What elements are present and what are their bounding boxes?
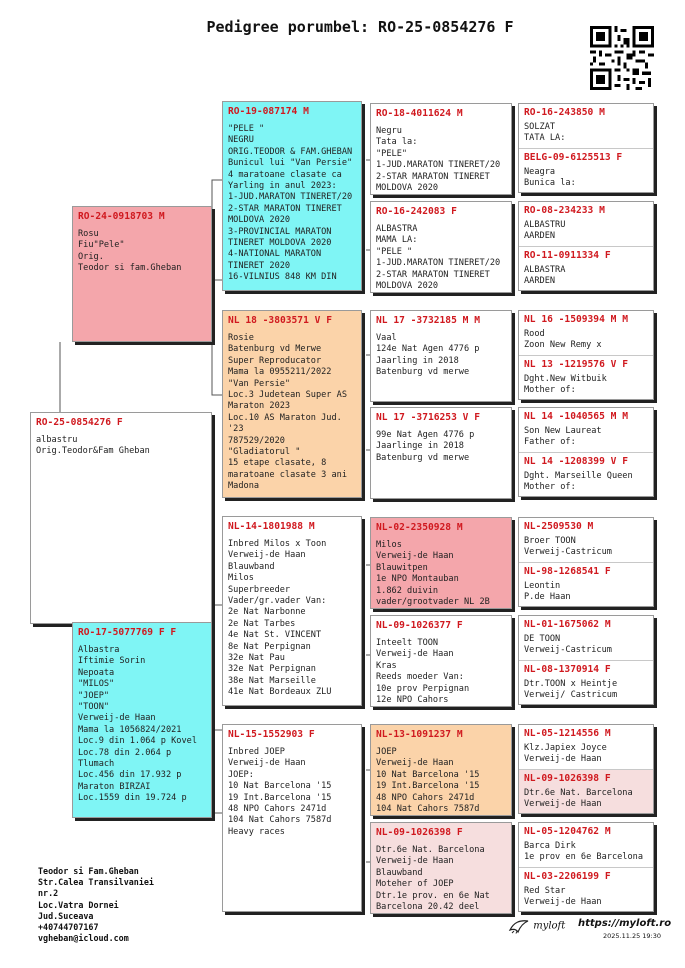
gen4-line: 1e NPO Montauban [376, 574, 459, 585]
gen5-card [519, 868, 653, 911]
gen3-card-4 [222, 724, 362, 912]
gen4-line: 1-JUD.MARATON TINERET/20 [376, 258, 501, 269]
gen5-pair-3 [518, 310, 654, 400]
gen4-ring: RO-18-4011624 M [376, 108, 463, 119]
dam-line: Tlumach [78, 759, 115, 770]
gen3-line: Batenburg vd Merwe [228, 344, 322, 355]
gen5-ring: NL-01-1675062 M [524, 619, 611, 630]
dam-line: Iftimie Sorin [78, 656, 146, 667]
gen5-card [519, 518, 653, 563]
dam-line: Verweij-de Haan [78, 713, 156, 724]
dam-line: "MILOS" [78, 679, 115, 690]
gen5-pair-8 [518, 822, 654, 912]
logo-text: myloft [533, 920, 566, 932]
gen5-line: Verweij/ Castricum [524, 690, 618, 701]
gen5-card [519, 661, 653, 704]
breeder-line: Teodor si Fam.Gheban [38, 866, 139, 876]
gen5-line: Verweij-de Haan [524, 897, 602, 908]
pigeon-icon [508, 918, 530, 934]
gen5-ring: NL-03-2206199 F [524, 871, 611, 882]
gen4-card-2 [370, 201, 512, 293]
gen3-ring: NL-15-1552903 F [228, 729, 315, 740]
dam-line: Loc.456 din 17.932 p [78, 770, 182, 781]
gen4-line: Milos [376, 540, 402, 550]
dam-line: "JOEP" [78, 690, 110, 701]
page-title: Pedigree porumbel: RO-25-0854276 F [206, 18, 514, 36]
gen3-line: 19 Int.Barcelona '15 [228, 792, 332, 803]
gen3-line: "Gladiatorul " [228, 447, 301, 458]
gen3-line: Loc.10 AS Maraton Jud. [228, 412, 342, 423]
gen4-card-7 [370, 724, 512, 816]
gen4-ring: NL-02-2350928 M [376, 522, 463, 533]
gen5-line: Verweij-de Haan [524, 799, 602, 810]
gen3-line: Vader/gr.vader Van: [228, 596, 327, 607]
gen4-card-5 [370, 517, 512, 609]
gen3-line: '23 [228, 424, 244, 435]
dam-line: Loc.9 din 1.064 p Kovel [78, 736, 197, 747]
gen5-line: SOLZAT [524, 122, 556, 132]
gen5-line: DE TOON [524, 634, 561, 644]
gen5-line: Neagra [524, 167, 556, 177]
subject-ring: RO-25-0854276 F [36, 417, 123, 428]
breeder-email: vgheban@icloud.com [38, 933, 129, 944]
gen4-line: 2-STAR MARATON TINERET [376, 171, 490, 182]
dam-card [72, 622, 212, 818]
gen5-pair-5 [518, 517, 654, 607]
gen5-card [519, 453, 653, 496]
gen3-ring: NL 18 -3803571 V F [228, 315, 332, 326]
gen4-line: MOLDOVA 2020 [376, 281, 439, 292]
gen4-line: 104 Nat Cahors 7587d [376, 804, 480, 815]
gen4-line: Barcelona 20.42 deel [376, 902, 480, 913]
sire-line: Fiu"Pele" [78, 240, 125, 251]
gen5-ring: RO-16-243850 M [524, 107, 605, 118]
gen4-line: 48 NPO Cahors 2471d [376, 792, 475, 803]
gen5-line: ALBASTRU [524, 220, 566, 230]
gen5-ring: NL-05-1204762 M [524, 826, 611, 837]
dam-line: Loc.1559 din 19.724 p [78, 793, 187, 804]
gen5-card [519, 616, 653, 661]
gen5-line: Klz.Japiex Joyce [524, 743, 607, 753]
gen3-line: "PELE " [228, 124, 265, 134]
gen5-line: P.de Haan [524, 592, 571, 603]
sire-ring: RO-24-0918703 M [78, 211, 165, 222]
gen3-line: 32e Nat Perpignan [228, 664, 316, 675]
gen4-line: Verweij-de Haan [376, 856, 454, 867]
gen3-line: Milos [228, 573, 254, 584]
gen4-ring: NL-13-1091237 M [376, 729, 463, 740]
gen4-line: Batenburg vd merwe [376, 452, 470, 463]
gen4-line: MAMA LA: [376, 235, 418, 246]
gen3-line: 4-NATIONAL MARATON [228, 249, 322, 260]
gen5-line: Dtr.TOON x Heintje [524, 679, 618, 689]
myloft-url[interactable]: https://myloft.ro [578, 918, 672, 929]
gen4-line: Inteelt TOON [376, 638, 439, 648]
gen5-ring: NL 14 -1208399 V F [524, 456, 628, 467]
gen5-line: Mother of: [524, 385, 576, 396]
gen3-card-1 [222, 101, 362, 291]
dam-line: Nepoata [78, 667, 115, 678]
gen3-line: 2e Nat Tarbes [228, 618, 296, 629]
gen5-line: Bunica la: [524, 178, 576, 189]
gen5-card [519, 408, 653, 453]
gen5-pair-2 [518, 201, 654, 291]
gen3-card-3 [222, 516, 362, 706]
gen5-ring: NL-2509530 M [524, 521, 594, 532]
dam-line: Maraton BIRZAI [78, 781, 151, 792]
gen4-line: vader/grootvader NL 2B [376, 597, 490, 608]
gen4-line: Batenburg vd merwe [376, 367, 470, 378]
gen3-line: 32e Nat Pau [228, 653, 285, 664]
subject-card [30, 412, 212, 624]
gen5-ring: BELG-09-6125513 F [524, 152, 623, 163]
gen3-line: Inbred Milos x Toon [228, 539, 327, 549]
gen4-line: Verweij-de Haan [376, 551, 454, 562]
gen5-line: Dtr.6e Nat. Barcelona [524, 788, 633, 798]
gen4-line: Blauwband [376, 867, 423, 878]
gen3-line: 2-STAR MARATON TINERET [228, 203, 342, 214]
gen5-line: AARDEN [524, 231, 556, 242]
sire-line: Rosu [78, 229, 99, 239]
gen3-line: Superbreeder [228, 584, 291, 595]
gen4-ring: NL 17 -3716253 V F [376, 412, 480, 423]
gen4-line: 124e Nat Agen 4776 p [376, 344, 480, 355]
gen5-card [519, 356, 653, 399]
gen5-line: Leontin [524, 581, 561, 591]
gen3-ring: RO-19-087174 M [228, 106, 309, 117]
gen4-line: Tata la: [376, 137, 418, 148]
gen3-line: Bunicul lui "Van Persie" [228, 158, 353, 169]
gen3-ring: NL-14-1801988 M [228, 521, 315, 532]
gen5-line: Red Star [524, 886, 566, 896]
gen3-line: 16-VILNIUS 848 KM DIN [228, 272, 337, 283]
gen4-line: 99e Nat Agen 4776 p [376, 430, 475, 440]
gen3-line: 4e Nat St. VINCENT [228, 630, 322, 641]
breeder-line: Str.Calea Transilvaniei [38, 877, 154, 888]
gen3-line: 48 NPO Cahors 2471d [228, 804, 327, 815]
gen3-line: Blauwband [228, 561, 275, 572]
gen5-pair-7 [518, 724, 654, 814]
gen3-line: 8e Nat Perpignan [228, 641, 311, 652]
gen4-line: MOLDOVA 2020 [376, 183, 439, 194]
gen5-card [519, 104, 653, 149]
gen4-line: Verweij-de Haan [376, 649, 454, 660]
subject-line: Orig.Teodor&Fam Gheban [36, 446, 150, 457]
breeder-phone: +40744707167 [38, 922, 99, 933]
gen5-ring: RO-08-234233 M [524, 205, 605, 216]
gen3-line: Yarling in anul 2023: [228, 181, 337, 192]
gen4-card-4 [370, 407, 512, 499]
gen5-line: Rood [524, 329, 545, 339]
breeder-line: nr.2 [38, 888, 59, 899]
breeder-contact [38, 866, 154, 944]
gen5-line: Mother of: [524, 482, 576, 493]
gen4-line: 1-JUD.MARATON TINERET/20 [376, 160, 501, 171]
gen3-line: "Van Persie" [228, 378, 291, 389]
gen5-ring: NL 16 -1509394 M M [524, 314, 628, 325]
gen3-line: ORIG.TEODOR & FAM.GHEBAN [228, 146, 353, 157]
sire-line: Teodor si fam.Gheban [78, 263, 182, 274]
gen3-line: 41e Nat Bordeaux ZLU [228, 687, 332, 698]
gen4-line: 10 Nat Barcelona '15 [376, 769, 480, 780]
gen3-line: JOEP: [228, 769, 254, 780]
gen5-line: Dght. Marseille Queen [524, 471, 633, 481]
gen4-line: 10e prov Perpignan [376, 683, 470, 694]
gen4-line: Dtr.6e Nat. Barcelona [376, 845, 485, 855]
gen5-line: TATA LA: [524, 133, 566, 144]
gen3-line: Rosie [228, 333, 254, 343]
gen4-line: Dtr.1e prov. en 6e Nat [376, 890, 490, 901]
breeder-line: Jud.Suceava [38, 910, 94, 921]
gen5-card [519, 770, 653, 813]
gen4-line: Verweij-de Haan [376, 758, 454, 769]
gen4-ring: NL-09-1026398 F [376, 827, 463, 838]
gen5-pair-1 [518, 103, 654, 193]
gen5-card [519, 725, 653, 770]
gen4-ring: NL 17 -3732185 M M [376, 315, 480, 326]
gen3-line: MOLDOVA 2020 [228, 215, 291, 226]
gen3-line: 104 Nat Cahors 7587d [228, 815, 332, 826]
gen4-line: Vaal [376, 333, 397, 343]
gen5-card [519, 149, 653, 192]
gen4-card-3 [370, 310, 512, 402]
gen4-line: Blauwitpen [376, 562, 428, 573]
gen3-line: TINERET MOLDOVA 2020 [228, 238, 332, 249]
gen4-line: JOEP [376, 747, 397, 757]
gen4-line: Jaarlinge in 2018 [376, 441, 464, 452]
gen5-ring: NL 13 -1219576 V F [524, 359, 628, 370]
gen4-line: "PELE " [376, 246, 413, 257]
gen4-line: Reeds moeder Van: [376, 672, 464, 683]
gen3-line: NEGRU [228, 135, 254, 146]
gen3-line: Verweij-de Haan [228, 758, 306, 769]
dam-line: Loc.78 din 2.064 p [78, 747, 172, 758]
gen3-line: 38e Nat Marseille [228, 675, 316, 686]
gen3-line: 10 Nat Barcelona '15 [228, 781, 332, 792]
myloft-logo [508, 918, 565, 934]
gen4-line: "PELE" [376, 148, 408, 159]
gen5-line: 1e prov en 6e Barcelona [524, 852, 643, 863]
gen5-ring: NL-09-1026398 F [524, 773, 611, 784]
gen5-card [519, 823, 653, 868]
gen3-line: 787529/2020 [228, 435, 285, 446]
gen3-line: Super Reproducator [228, 355, 322, 366]
gen4-ring: NL-09-1026377 F [376, 620, 463, 631]
gen5-line: Zoon New Remy x [524, 340, 602, 351]
gen3-line: TINERET 2020 [228, 260, 291, 271]
gen3-line: 1-JUD.MARATON TINERET/20 [228, 192, 353, 203]
gen5-line: Son New Laureat [524, 426, 602, 436]
dam-line: Mama la 1056824/2021 [78, 724, 182, 735]
gen5-ring: NL-05-1214556 M [524, 728, 611, 739]
sire-line: Orig. [78, 251, 104, 262]
dam-line: "TOON" [78, 702, 110, 713]
gen4-ring: RO-16-242083 F [376, 206, 457, 217]
gen4-line: Negru [376, 126, 402, 136]
gen4-line: 19 Int.Barcelona '15 [376, 781, 480, 792]
gen5-line: Broer TOON [524, 536, 576, 546]
gen3-card-2 [222, 310, 362, 498]
gen5-line: ALBASTRA [524, 265, 566, 275]
dam-line: Albastra [78, 645, 120, 655]
gen3-line: Madona [228, 481, 260, 492]
breeder-line: Loc.Vatra Dornei [38, 899, 119, 910]
gen5-line: Barca Dirk [524, 841, 576, 851]
gen3-line: 4 maratoane clasate ca [228, 169, 342, 180]
gen4-line: Moteher of JOEP [376, 879, 454, 890]
gen5-line: Dght.New Witbuik [524, 374, 607, 384]
gen5-card [519, 563, 653, 606]
gen5-ring: NL 14 -1040565 M M [524, 411, 628, 422]
gen5-line: AARDEN [524, 276, 556, 287]
gen5-line: Verweij-Castricum [524, 645, 612, 656]
gen3-line: 2e Nat Narbonne [228, 607, 306, 618]
dam-ring: RO-17-5077769 F F [78, 627, 177, 638]
gen3-line: Maraton 2023 [228, 401, 291, 412]
subject-line: albastru [36, 435, 78, 445]
gen5-line: Father of: [524, 437, 576, 448]
gen3-line: 15 etape clasate, 8 [228, 458, 327, 469]
sire-card [72, 206, 212, 342]
gen3-line: Loc.3 Judetean Super AS [228, 390, 347, 401]
gen4-line: 12e NPO Cahors [376, 695, 449, 706]
gen5-ring: NL-98-1268541 F [524, 566, 611, 577]
gen5-line: Verweij-Castricum [524, 547, 612, 558]
gen4-card-6 [370, 615, 512, 707]
gen3-line: maratoane clasate 3 ani [228, 469, 347, 480]
gen5-card [519, 247, 653, 290]
gen3-line: Mama la 0955211/2022 [228, 367, 332, 378]
gen5-line: Verweij-de Haan [524, 754, 602, 765]
gen5-card [519, 202, 653, 247]
gen5-card [519, 311, 653, 356]
gen3-line: Inbred JOEP [228, 747, 285, 757]
gen5-pair-4 [518, 407, 654, 497]
gen4-line: Jaarling in 2018 [376, 355, 459, 366]
gen4-line: ALBASTRA [376, 224, 418, 234]
gen3-line: 3-PROVINCIAL MARATON [228, 226, 332, 237]
gen4-line: Kras [376, 660, 397, 671]
gen5-pair-6 [518, 615, 654, 705]
gen4-card-1 [370, 103, 512, 195]
print-date: 2025.11.25 19:30 [603, 932, 662, 940]
gen4-line: 1.862 duivin [376, 585, 439, 596]
gen3-line: Heavy races [228, 826, 285, 837]
gen5-ring: NL-08-1370914 F [524, 664, 611, 675]
gen4-line: 2-STAR MARATON TINERET [376, 269, 490, 280]
gen5-ring: RO-11-0911334 F [524, 250, 611, 261]
gen3-line: Verweij-de Haan [228, 550, 306, 561]
gen4-card-8 [370, 822, 512, 914]
